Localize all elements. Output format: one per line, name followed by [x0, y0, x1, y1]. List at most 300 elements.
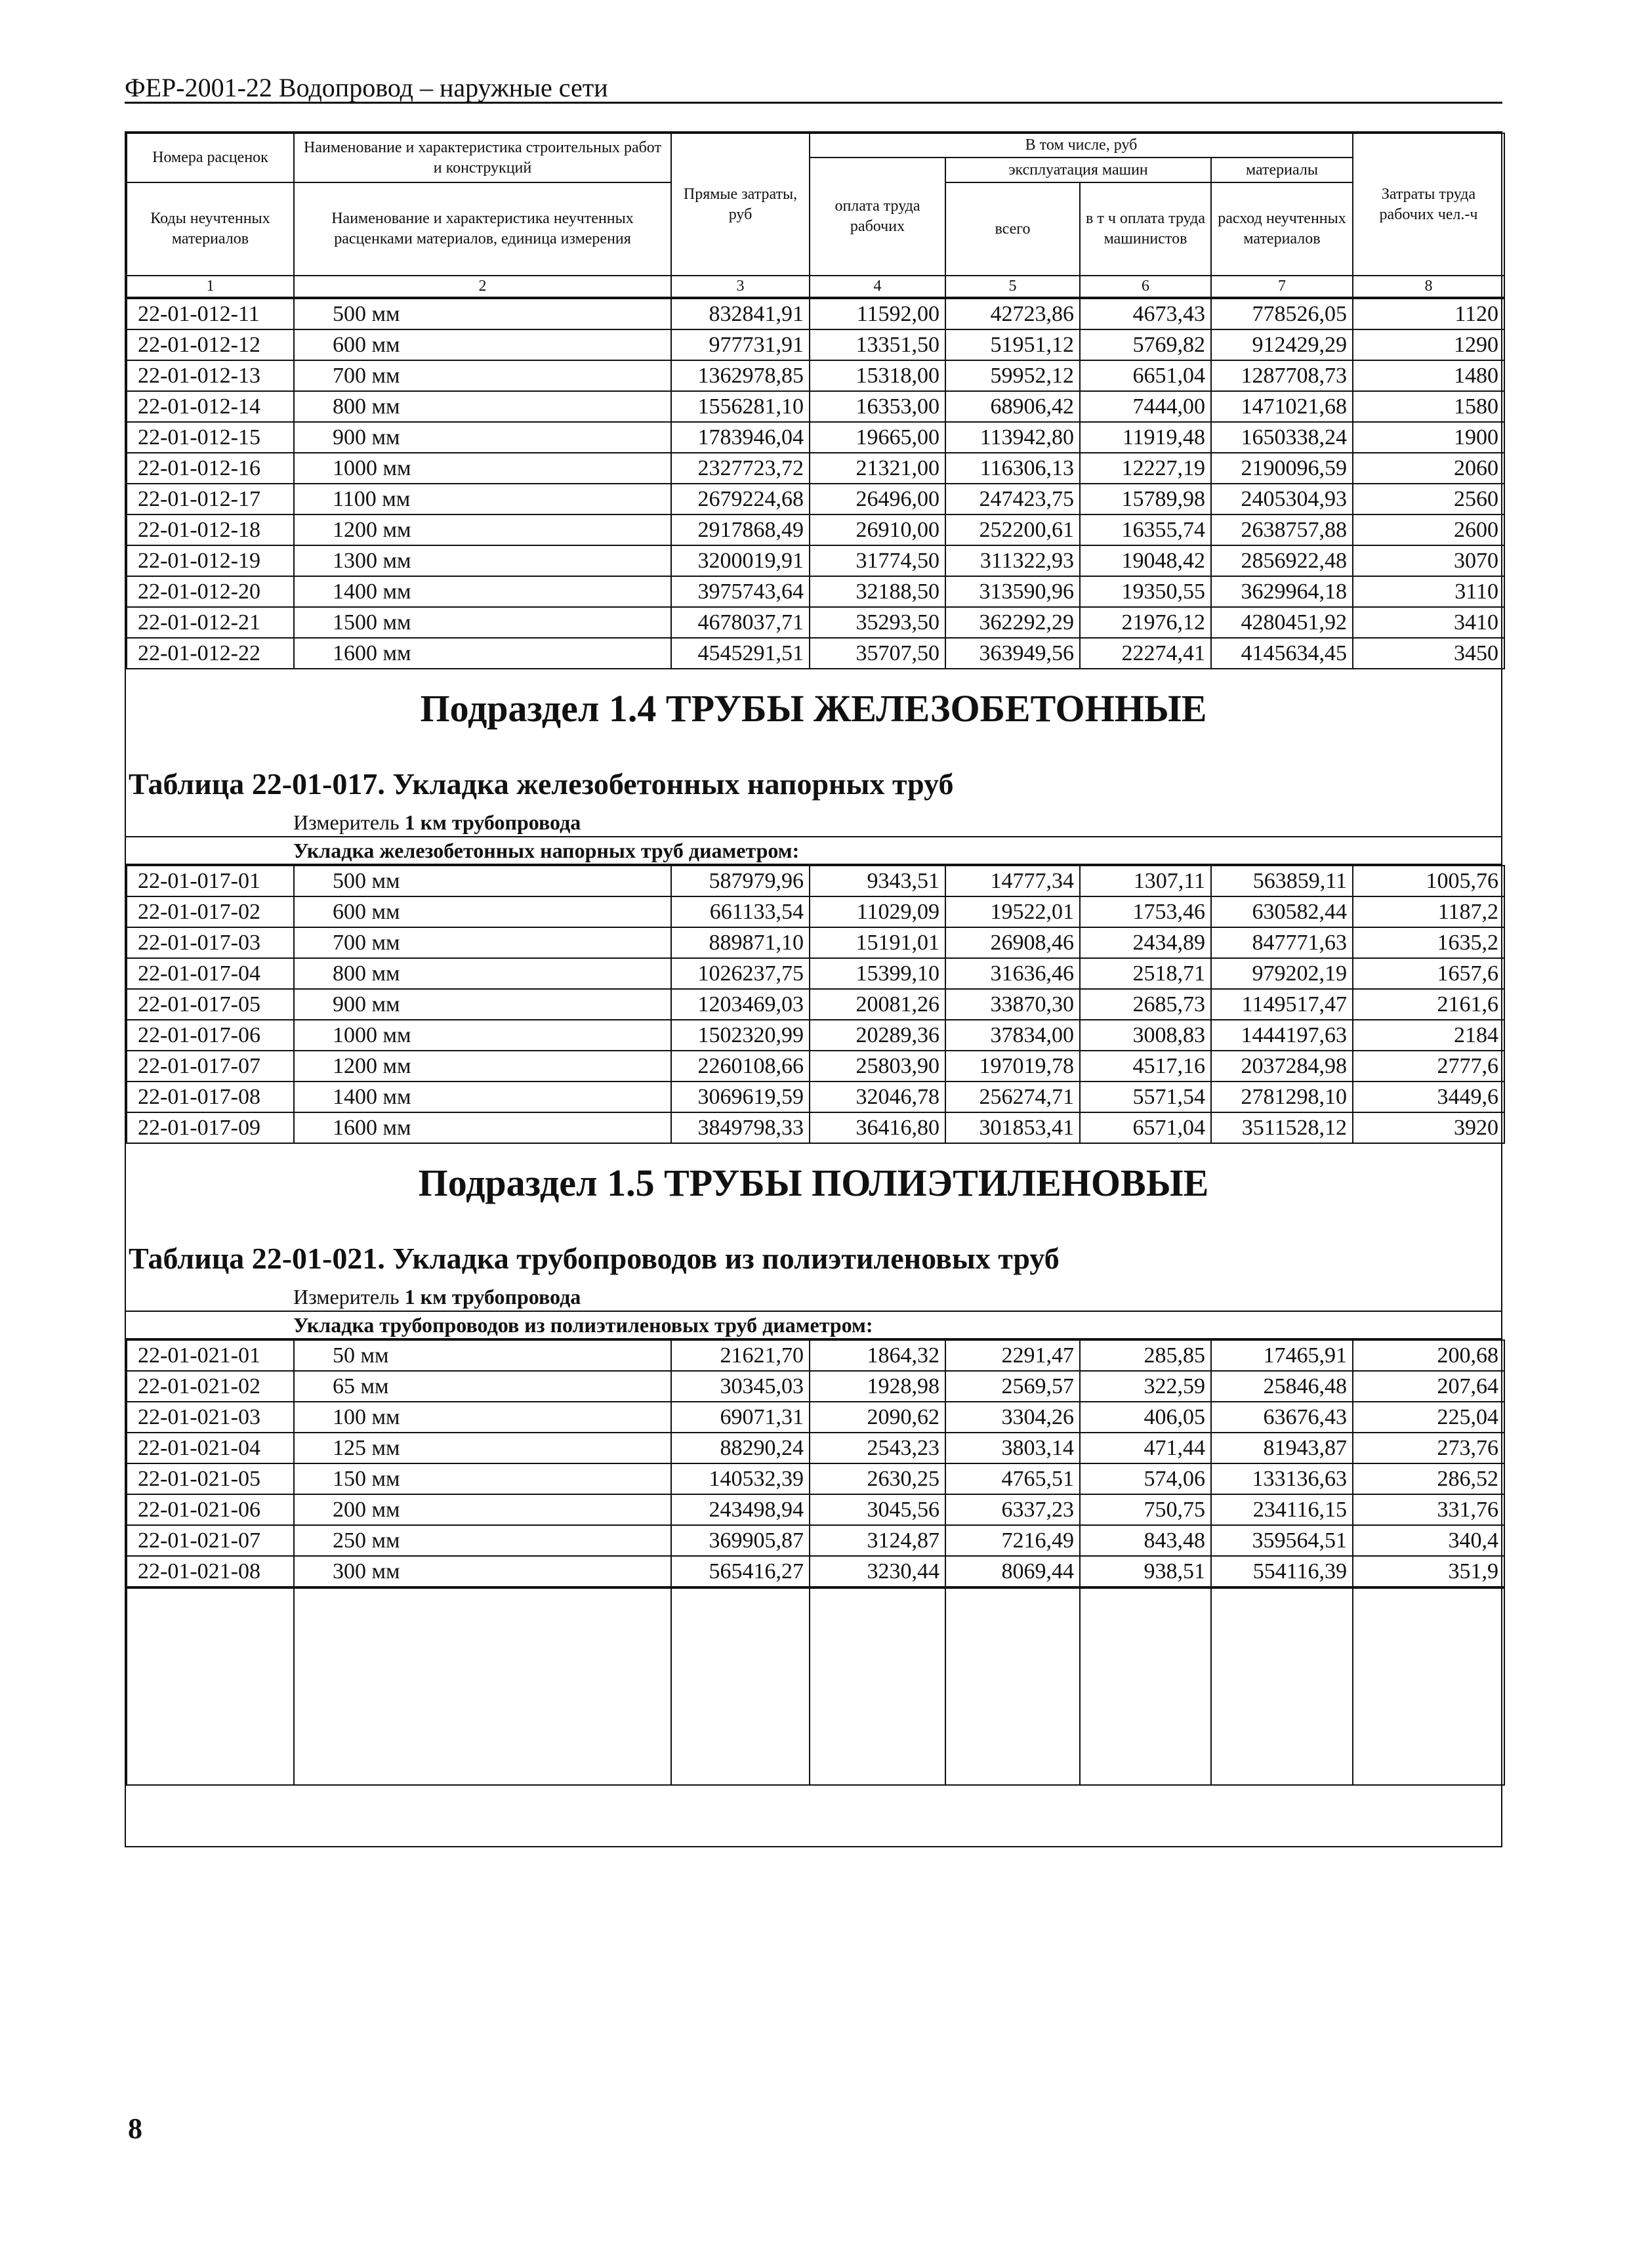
rate-code-cell: 22-01-021-01	[127, 1340, 294, 1371]
labor-hours-cell: 3070	[1353, 545, 1504, 576]
machines-total-cell: 197019,78	[945, 1051, 1080, 1082]
materials-cell: 1287708,73	[1211, 360, 1353, 391]
materials-cell: 1650338,24	[1211, 422, 1353, 453]
rate-code-cell: 22-01-021-08	[127, 1556, 294, 1587]
work-name-cell: 1500 мм	[294, 607, 671, 638]
machinists-pay-cell: 11919,48	[1080, 422, 1211, 453]
header-direct-costs: Прямые затраты, руб	[671, 133, 810, 276]
header-machines-total: всего	[945, 182, 1080, 276]
table-row	[127, 329, 1504, 360]
direct-costs-cell: 3200019,91	[671, 545, 810, 576]
column-number: 1	[127, 276, 294, 297]
machinists-pay-cell: 15789,98	[1080, 484, 1211, 514]
direct-costs-cell: 2260108,66	[671, 1051, 810, 1082]
rate-code-cell: 22-01-017-08	[127, 1082, 294, 1112]
rate-code-cell: 22-01-012-15	[127, 422, 294, 453]
machines-total-cell: 37834,00	[945, 1020, 1080, 1051]
labor-pay-cell: 26496,00	[810, 484, 945, 514]
table-header	[126, 133, 1505, 298]
table-row	[127, 514, 1504, 545]
labor-pay-cell: 20289,36	[810, 1020, 945, 1051]
table-row	[127, 545, 1504, 576]
rate-code-cell: 22-01-021-03	[127, 1402, 294, 1433]
labor-pay-cell: 3124,87	[810, 1525, 945, 1556]
machinists-pay-cell: 750,75	[1080, 1494, 1211, 1525]
work-name-cell: 1600 мм	[294, 638, 671, 669]
rate-code-cell: 22-01-012-21	[127, 607, 294, 638]
labor-pay-cell: 2090,62	[810, 1402, 945, 1433]
labor-hours-cell: 1187,2	[1353, 896, 1504, 927]
work-name-cell: 50 мм	[294, 1340, 671, 1371]
machinists-pay-cell: 938,51	[1080, 1556, 1211, 1587]
table-row	[127, 299, 1504, 329]
materials-cell: 2405304,93	[1211, 484, 1353, 514]
table-title-021: Таблица 22-01-021. Укладка трубопроводов из полиэтиленовых труб	[129, 1242, 1060, 1275]
machines-total-cell: 362292,29	[945, 607, 1080, 638]
direct-costs-cell: 4545291,51	[671, 638, 810, 669]
rate-code-cell: 22-01-017-03	[127, 927, 294, 958]
rate-code-cell: 22-01-012-14	[127, 391, 294, 422]
rate-code-cell: 22-01-012-16	[127, 453, 294, 484]
labor-pay-cell: 32046,78	[810, 1082, 945, 1112]
direct-costs-cell: 832841,91	[671, 299, 810, 329]
rate-code-cell: 22-01-012-12	[127, 329, 294, 360]
column-number: 4	[810, 276, 945, 297]
column-number: 6	[1080, 276, 1211, 297]
header-material-names: Наименование и характеристика неучтенных расценками материалов, единица измерения	[294, 182, 671, 276]
materials-cell: 2638757,88	[1211, 514, 1353, 545]
labor-hours-cell: 1635,2	[1353, 927, 1504, 958]
table-row	[127, 989, 1504, 1020]
machinists-pay-cell: 6651,04	[1080, 360, 1211, 391]
rate-code-cell: 22-01-012-22	[127, 638, 294, 669]
materials-cell: 2781298,10	[1211, 1082, 1353, 1112]
direct-costs-cell: 140532,39	[671, 1463, 810, 1494]
table-row	[127, 1463, 1504, 1494]
labor-hours-cell: 1120	[1353, 299, 1504, 329]
measure-value: 1 км трубопровода	[404, 1285, 581, 1309]
materials-cell: 1471021,68	[1211, 391, 1353, 422]
table-row	[127, 391, 1504, 422]
machinists-pay-cell: 7444,00	[1080, 391, 1211, 422]
labor-hours-cell: 1005,76	[1353, 866, 1504, 896]
table-row	[127, 1340, 1504, 1371]
rate-code-cell: 22-01-012-11	[127, 299, 294, 329]
work-name-cell: 900 мм	[294, 422, 671, 453]
materials-cell: 912429,29	[1211, 329, 1353, 360]
machinists-pay-cell: 5571,54	[1080, 1082, 1211, 1112]
work-name-cell: 1000 мм	[294, 453, 671, 484]
work-name-cell: 500 мм	[294, 866, 671, 896]
measure-line-017	[126, 808, 1501, 837]
machines-total-cell: 311322,93	[945, 545, 1080, 576]
direct-costs-cell: 30345,03	[671, 1371, 810, 1402]
labor-pay-cell: 1864,32	[810, 1340, 945, 1371]
rate-code-cell: 22-01-021-07	[127, 1525, 294, 1556]
rate-code-cell: 22-01-017-05	[127, 989, 294, 1020]
work-name-cell: 700 мм	[294, 927, 671, 958]
machinists-pay-cell: 4673,43	[1080, 299, 1211, 329]
machines-total-cell: 14777,34	[945, 866, 1080, 896]
labor-pay-cell: 1928,98	[810, 1371, 945, 1402]
table-row	[127, 1371, 1504, 1402]
table-row	[127, 927, 1504, 958]
direct-costs-cell: 3069619,59	[671, 1082, 810, 1112]
labor-pay-cell: 35293,50	[810, 607, 945, 638]
rate-code-cell: 22-01-012-13	[127, 360, 294, 391]
header-including: В том числе, руб	[810, 133, 1353, 158]
work-name-cell: 500 мм	[294, 299, 671, 329]
machinists-pay-cell: 21976,12	[1080, 607, 1211, 638]
column-numbers-row	[127, 276, 1504, 297]
machines-total-cell: 31636,46	[945, 958, 1080, 989]
rate-code-cell: 22-01-012-20	[127, 576, 294, 607]
table-021-rows	[126, 1339, 1505, 1587]
direct-costs-cell: 69071,31	[671, 1402, 810, 1433]
machinists-pay-cell: 2434,89	[1080, 927, 1211, 958]
machinists-pay-cell: 1753,46	[1080, 896, 1211, 927]
work-name-cell: 1400 мм	[294, 1082, 671, 1112]
materials-cell: 563859,11	[1211, 866, 1353, 896]
labor-hours-cell: 3450	[1353, 638, 1504, 669]
machines-total-cell: 363949,56	[945, 638, 1080, 669]
materials-cell: 4145634,45	[1211, 638, 1353, 669]
direct-costs-cell: 2679224,68	[671, 484, 810, 514]
machinists-pay-cell: 2685,73	[1080, 989, 1211, 1020]
machines-total-cell: 301853,41	[945, 1112, 1080, 1143]
rate-code-cell: 22-01-017-07	[127, 1051, 294, 1082]
labor-hours-cell: 2560	[1353, 484, 1504, 514]
rate-code-cell: 22-01-021-05	[127, 1463, 294, 1494]
machines-total-cell: 3304,26	[945, 1402, 1080, 1433]
machinists-pay-cell: 6571,04	[1080, 1112, 1211, 1143]
machines-total-cell: 113942,80	[945, 422, 1080, 453]
machinists-pay-cell: 322,59	[1080, 1371, 1211, 1402]
labor-pay-cell: 11592,00	[810, 299, 945, 329]
table-row	[127, 1051, 1504, 1082]
rate-code-cell: 22-01-021-02	[127, 1371, 294, 1402]
table-row	[127, 484, 1504, 514]
work-name-cell: 1000 мм	[294, 1020, 671, 1051]
header-work-name: Наименование и характеристика строительных работ и конструкций	[294, 133, 671, 182]
direct-costs-cell: 565416,27	[671, 1556, 810, 1587]
header-rate-numbers: Номера расценок	[127, 133, 294, 182]
machinists-pay-cell: 22274,41	[1080, 638, 1211, 669]
table-012-rows	[126, 298, 1505, 669]
table-row	[127, 1433, 1504, 1463]
direct-costs-cell: 2917868,49	[671, 514, 810, 545]
labor-pay-cell: 20081,26	[810, 989, 945, 1020]
machinists-pay-cell: 5769,82	[1080, 329, 1211, 360]
header-materials: материалы	[1211, 158, 1353, 182]
materials-cell: 4280451,92	[1211, 607, 1353, 638]
labor-pay-cell: 15399,10	[810, 958, 945, 989]
labor-hours-cell: 2161,6	[1353, 989, 1504, 1020]
header-labor-pay: оплата труда рабочих	[810, 158, 945, 276]
column-number: 2	[294, 276, 671, 297]
labor-hours-cell: 207,64	[1353, 1371, 1504, 1402]
machinists-pay-cell: 3008,83	[1080, 1020, 1211, 1051]
work-name-cell: 1200 мм	[294, 1051, 671, 1082]
labor-pay-cell: 26910,00	[810, 514, 945, 545]
direct-costs-cell: 1783946,04	[671, 422, 810, 453]
table-row	[127, 958, 1504, 989]
labor-pay-cell: 11029,09	[810, 896, 945, 927]
materials-cell: 3629964,18	[1211, 576, 1353, 607]
machines-total-cell: 116306,13	[945, 453, 1080, 484]
labor-hours-cell: 3449,6	[1353, 1082, 1504, 1112]
work-name-cell: 1300 мм	[294, 545, 671, 576]
machinists-pay-cell: 285,85	[1080, 1340, 1211, 1371]
direct-costs-cell: 1362978,85	[671, 360, 810, 391]
machines-total-cell: 59952,12	[945, 360, 1080, 391]
machines-total-cell: 26908,46	[945, 927, 1080, 958]
materials-cell: 25846,48	[1211, 1371, 1353, 1402]
work-name-cell: 1100 мм	[294, 484, 671, 514]
machines-total-cell: 247423,75	[945, 484, 1080, 514]
materials-cell: 3511528,12	[1211, 1112, 1353, 1143]
labor-hours-cell: 340,4	[1353, 1525, 1504, 1556]
labor-hours-cell: 351,9	[1353, 1556, 1504, 1587]
machinists-pay-cell: 16355,74	[1080, 514, 1211, 545]
direct-costs-cell: 3849798,33	[671, 1112, 810, 1143]
rate-code-cell: 22-01-012-17	[127, 484, 294, 514]
rate-code-cell: 22-01-021-04	[127, 1433, 294, 1463]
machines-total-cell: 7216,49	[945, 1525, 1080, 1556]
column-number: 8	[1353, 276, 1504, 297]
rates-table-frame	[125, 131, 1502, 1847]
work-name-cell: 1600 мм	[294, 1112, 671, 1143]
labor-pay-cell: 2543,23	[810, 1433, 945, 1463]
machines-total-cell: 4765,51	[945, 1463, 1080, 1494]
machinists-pay-cell: 4517,16	[1080, 1051, 1211, 1082]
machinists-pay-cell: 843,48	[1080, 1525, 1211, 1556]
table-title-017: Таблица 22-01-017. Укладка железобетонных напорных труб	[129, 767, 954, 801]
table-row	[127, 1525, 1504, 1556]
table-row	[127, 638, 1504, 669]
labor-hours-cell: 1580	[1353, 391, 1504, 422]
table-row	[127, 576, 1504, 607]
machines-total-cell: 3803,14	[945, 1433, 1080, 1463]
group-title-021: Укладка трубопроводов из полиэтиленовых труб диаметром:	[126, 1312, 1501, 1339]
materials-cell: 979202,19	[1211, 958, 1353, 989]
labor-pay-cell: 15191,01	[810, 927, 945, 958]
machinists-pay-cell: 1307,11	[1080, 866, 1211, 896]
column-number: 7	[1211, 276, 1353, 297]
machines-total-cell: 2291,47	[945, 1340, 1080, 1371]
labor-pay-cell: 36416,80	[810, 1112, 945, 1143]
labor-hours-cell: 2600	[1353, 514, 1504, 545]
rate-code-cell: 22-01-012-19	[127, 545, 294, 576]
labor-pay-cell: 31774,50	[810, 545, 945, 576]
machinists-pay-cell: 471,44	[1080, 1433, 1211, 1463]
table-row	[127, 360, 1504, 391]
rate-code-cell: 22-01-017-06	[127, 1020, 294, 1051]
direct-costs-cell: 661133,54	[671, 896, 810, 927]
labor-pay-cell: 3045,56	[810, 1494, 945, 1525]
page-number: 8	[128, 2112, 142, 2145]
materials-cell: 630582,44	[1211, 896, 1353, 927]
labor-pay-cell: 32188,50	[810, 576, 945, 607]
work-name-cell: 600 мм	[294, 329, 671, 360]
rate-code-cell: 22-01-012-18	[127, 514, 294, 545]
table-row	[127, 1112, 1504, 1143]
measure-label: Измеритель	[293, 1285, 400, 1309]
table-row	[127, 1020, 1504, 1051]
labor-hours-cell: 1290	[1353, 329, 1504, 360]
machinists-pay-cell: 574,06	[1080, 1463, 1211, 1494]
machines-total-cell: 313590,96	[945, 576, 1080, 607]
header-labor-hours: Затраты труда рабочих чел.-ч	[1353, 133, 1504, 276]
labor-pay-cell: 9343,51	[810, 866, 945, 896]
machinists-pay-cell: 2518,71	[1080, 958, 1211, 989]
labor-hours-cell: 225,04	[1353, 1402, 1504, 1433]
materials-cell: 234116,15	[1211, 1494, 1353, 1525]
labor-pay-cell: 16353,00	[810, 391, 945, 422]
work-name-cell: 700 мм	[294, 360, 671, 391]
document-header: ФЕР-2001-22 Водопровод – наружные сети	[125, 73, 608, 102]
materials-cell: 2037284,98	[1211, 1051, 1353, 1082]
column-number: 3	[671, 276, 810, 297]
materials-cell: 778526,05	[1211, 299, 1353, 329]
machinists-pay-cell: 406,05	[1080, 1402, 1211, 1433]
direct-costs-cell: 977731,91	[671, 329, 810, 360]
work-name-cell: 1200 мм	[294, 514, 671, 545]
materials-cell: 847771,63	[1211, 927, 1353, 958]
direct-costs-cell: 369905,87	[671, 1525, 810, 1556]
header-rule	[125, 102, 1502, 104]
column-number: 5	[945, 276, 1080, 297]
subsection-title-1-4: Подраздел 1.4 ТРУБЫ ЖЕЛЕЗОБЕТОННЫЕ	[420, 687, 1207, 730]
machines-total-cell: 8069,44	[945, 1556, 1080, 1587]
work-name-cell: 800 мм	[294, 391, 671, 422]
table-017-rows	[126, 865, 1505, 1144]
subsection-title-1-5: Подраздел 1.5 ТРУБЫ ПОЛИЭТИЛЕНОВЫЕ	[418, 1162, 1209, 1204]
machines-total-cell: 256274,71	[945, 1082, 1080, 1112]
materials-cell: 554116,39	[1211, 1556, 1353, 1587]
rate-code-cell: 22-01-017-09	[127, 1112, 294, 1143]
machinists-pay-cell: 19350,55	[1080, 576, 1211, 607]
machines-total-cell: 68906,42	[945, 391, 1080, 422]
labor-hours-cell: 331,76	[1353, 1494, 1504, 1525]
labor-hours-cell: 3410	[1353, 607, 1504, 638]
labor-hours-cell: 1657,6	[1353, 958, 1504, 989]
direct-costs-cell: 1203469,03	[671, 989, 810, 1020]
labor-pay-cell: 35707,50	[810, 638, 945, 669]
work-name-cell: 1400 мм	[294, 576, 671, 607]
work-name-cell: 100 мм	[294, 1402, 671, 1433]
labor-hours-cell: 286,52	[1353, 1463, 1504, 1494]
direct-costs-cell: 1556281,10	[671, 391, 810, 422]
labor-hours-cell: 273,76	[1353, 1433, 1504, 1463]
work-name-cell: 150 мм	[294, 1463, 671, 1494]
header-machinists-pay: в т ч оплата труда машинистов	[1080, 182, 1211, 276]
rate-code-cell: 22-01-017-01	[127, 866, 294, 896]
machines-total-cell: 33870,30	[945, 989, 1080, 1020]
rate-code-cell: 22-01-021-06	[127, 1494, 294, 1525]
labor-hours-cell: 200,68	[1353, 1340, 1504, 1371]
machines-total-cell: 51951,12	[945, 329, 1080, 360]
group-title-017: Укладка железобетонных напорных труб диаметром:	[126, 837, 1501, 865]
direct-costs-cell: 1026237,75	[671, 958, 810, 989]
direct-costs-cell: 889871,10	[671, 927, 810, 958]
work-name-cell: 65 мм	[294, 1371, 671, 1402]
labor-pay-cell: 3230,44	[810, 1556, 945, 1587]
table-row	[127, 1556, 1504, 1587]
empty-row-area	[127, 1588, 1504, 1785]
rate-code-cell: 22-01-017-04	[127, 958, 294, 989]
direct-costs-cell: 3975743,64	[671, 576, 810, 607]
header-material-codes: Коды неучтенных материалов	[127, 182, 294, 276]
labor-hours-cell: 1900	[1353, 422, 1504, 453]
labor-hours-cell: 3110	[1353, 576, 1504, 607]
labor-hours-cell: 2184	[1353, 1020, 1504, 1051]
labor-pay-cell: 15318,00	[810, 360, 945, 391]
materials-cell: 81943,87	[1211, 1433, 1353, 1463]
materials-cell: 2190096,59	[1211, 453, 1353, 484]
table-row	[127, 1082, 1504, 1112]
table-row	[127, 422, 1504, 453]
measure-label: Измеритель	[293, 810, 400, 834]
labor-pay-cell: 13351,50	[810, 329, 945, 360]
work-name-cell: 250 мм	[294, 1525, 671, 1556]
direct-costs-cell: 2327723,72	[671, 453, 810, 484]
labor-pay-cell: 19665,00	[810, 422, 945, 453]
work-name-cell: 600 мм	[294, 896, 671, 927]
materials-cell: 1444197,63	[1211, 1020, 1353, 1051]
machines-total-cell: 252200,61	[945, 514, 1080, 545]
work-name-cell: 125 мм	[294, 1433, 671, 1463]
machines-total-cell: 2569,57	[945, 1371, 1080, 1402]
machinists-pay-cell: 12227,19	[1080, 453, 1211, 484]
work-name-cell: 900 мм	[294, 989, 671, 1020]
materials-cell: 63676,43	[1211, 1402, 1353, 1433]
table-row	[127, 1402, 1504, 1433]
labor-pay-cell: 25803,90	[810, 1051, 945, 1082]
machines-total-cell: 6337,23	[945, 1494, 1080, 1525]
work-name-cell: 800 мм	[294, 958, 671, 989]
table-row	[127, 1494, 1504, 1525]
direct-costs-cell: 243498,94	[671, 1494, 810, 1525]
labor-pay-cell: 21321,00	[810, 453, 945, 484]
table-row	[127, 866, 1504, 896]
materials-cell: 359564,51	[1211, 1525, 1353, 1556]
machinists-pay-cell: 19048,42	[1080, 545, 1211, 576]
direct-costs-cell: 587979,96	[671, 866, 810, 896]
table-row	[127, 607, 1504, 638]
labor-hours-cell: 3920	[1353, 1112, 1504, 1143]
materials-cell: 1149517,47	[1211, 989, 1353, 1020]
measure-line-021	[126, 1283, 1501, 1312]
direct-costs-cell: 1502320,99	[671, 1020, 810, 1051]
labor-hours-cell: 2777,6	[1353, 1051, 1504, 1082]
materials-cell: 17465,91	[1211, 1340, 1353, 1371]
materials-cell: 133136,63	[1211, 1463, 1353, 1494]
direct-costs-cell: 21621,70	[671, 1340, 810, 1371]
labor-hours-cell: 1480	[1353, 360, 1504, 391]
machines-total-cell: 42723,86	[945, 299, 1080, 329]
table-row	[127, 453, 1504, 484]
machines-total-cell: 19522,01	[945, 896, 1080, 927]
empty-table-area	[126, 1587, 1505, 1786]
table-row	[127, 896, 1504, 927]
measure-value: 1 км трубопровода	[404, 810, 581, 834]
direct-costs-cell: 88290,24	[671, 1433, 810, 1463]
header-machines: эксплуатация машин	[945, 158, 1211, 182]
labor-hours-cell: 2060	[1353, 453, 1504, 484]
header-material-consumption: расход неучтенных материалов	[1211, 182, 1353, 276]
rate-code-cell: 22-01-017-02	[127, 896, 294, 927]
